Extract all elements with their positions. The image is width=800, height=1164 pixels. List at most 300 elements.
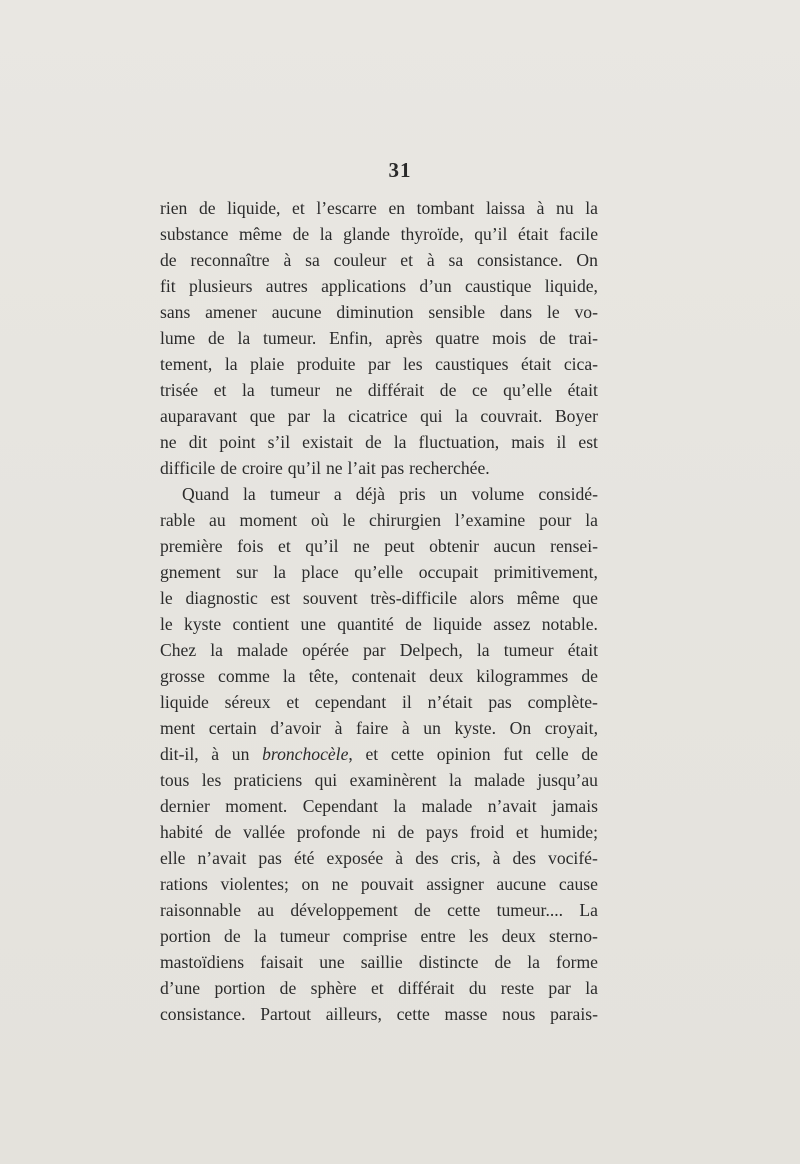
word: de bbox=[581, 666, 598, 686]
word: thyroïde, bbox=[400, 224, 464, 244]
word: sensible bbox=[428, 302, 486, 322]
word: contenait bbox=[351, 666, 417, 686]
text-line bbox=[160, 871, 598, 897]
word: gnement bbox=[160, 562, 221, 582]
word: de bbox=[208, 328, 225, 348]
word: caustique bbox=[464, 276, 532, 296]
text-line bbox=[160, 923, 598, 949]
word: la bbox=[527, 952, 540, 972]
word: été bbox=[293, 848, 315, 868]
word: que bbox=[249, 406, 276, 426]
word: et bbox=[400, 250, 413, 270]
word: kilogrammes bbox=[476, 666, 569, 686]
word: de bbox=[539, 328, 556, 348]
word: profonde bbox=[296, 822, 361, 842]
word: malade bbox=[237, 640, 288, 660]
word: couvrait. bbox=[480, 406, 543, 426]
word: habité bbox=[160, 822, 203, 842]
word: masse bbox=[444, 1004, 488, 1024]
word: notable. bbox=[541, 614, 598, 634]
word: diagnostic bbox=[185, 588, 258, 608]
text-line bbox=[160, 741, 598, 767]
text-line bbox=[160, 663, 598, 689]
word: deux bbox=[501, 926, 536, 946]
word: raisonnable bbox=[160, 900, 242, 920]
word: la bbox=[455, 406, 468, 426]
word: à bbox=[492, 848, 501, 868]
word: et bbox=[292, 198, 305, 218]
word: à bbox=[334, 718, 343, 738]
word: moment. bbox=[225, 796, 288, 816]
word: au bbox=[209, 510, 226, 530]
word: portion bbox=[214, 978, 266, 998]
word: la bbox=[476, 640, 490, 660]
word: de bbox=[581, 744, 598, 764]
word: le bbox=[342, 510, 356, 530]
word: la bbox=[448, 770, 462, 790]
word: diminution bbox=[336, 302, 414, 322]
text-line bbox=[160, 793, 598, 819]
word: aucun bbox=[493, 536, 536, 556]
word: aucune bbox=[496, 874, 547, 894]
word: par bbox=[368, 354, 391, 374]
word: même bbox=[516, 588, 560, 608]
word: tumeur. bbox=[262, 328, 317, 348]
word: praticiens bbox=[233, 770, 303, 790]
word: sphère bbox=[310, 978, 357, 998]
word: opinion bbox=[436, 744, 491, 764]
word: qu’il bbox=[287, 458, 322, 478]
text-line bbox=[160, 637, 598, 663]
word: Quand bbox=[182, 484, 229, 504]
word: point bbox=[219, 432, 256, 452]
word: pouvait bbox=[360, 874, 414, 894]
word: pour bbox=[539, 510, 572, 530]
word: le bbox=[546, 302, 560, 322]
word: vo- bbox=[574, 302, 598, 322]
text-line bbox=[160, 845, 598, 871]
word: cica- bbox=[563, 354, 598, 374]
word: On bbox=[509, 718, 532, 738]
word: de bbox=[365, 432, 382, 452]
word: quatre bbox=[435, 328, 480, 348]
word: on bbox=[301, 874, 320, 894]
word: couleur bbox=[333, 250, 387, 270]
word: moment bbox=[239, 510, 298, 530]
word: cause bbox=[558, 874, 598, 894]
word: Enfin, bbox=[329, 328, 373, 348]
word: et bbox=[370, 978, 384, 998]
word: celle bbox=[535, 744, 569, 764]
word: tement, bbox=[160, 354, 213, 374]
word: place bbox=[301, 562, 339, 582]
word: de bbox=[414, 900, 431, 920]
word: l’escarre bbox=[316, 198, 377, 218]
word: des bbox=[415, 848, 439, 868]
word: ailleurs, bbox=[325, 1004, 382, 1024]
word: sa bbox=[448, 250, 464, 270]
page-number: 31 bbox=[388, 158, 412, 182]
word: un bbox=[423, 718, 441, 738]
word: portion bbox=[160, 926, 211, 946]
word: considé- bbox=[538, 484, 598, 504]
word: vocifé- bbox=[548, 848, 598, 868]
word: bronchocèle, bbox=[262, 744, 353, 764]
word: nu bbox=[556, 198, 574, 218]
word: après bbox=[385, 328, 423, 348]
word: une bbox=[300, 614, 326, 634]
word: qu’il bbox=[305, 536, 339, 556]
word: kyste bbox=[184, 614, 222, 634]
word: existait bbox=[302, 432, 353, 452]
word: du bbox=[468, 978, 487, 998]
word: qui bbox=[314, 770, 338, 790]
word: tombant bbox=[416, 198, 475, 218]
word: de bbox=[439, 380, 457, 400]
word: vallée bbox=[243, 822, 286, 842]
word: même bbox=[239, 224, 282, 244]
word: ment bbox=[160, 718, 196, 738]
word: entre bbox=[420, 926, 456, 946]
word: applications bbox=[321, 276, 407, 296]
word: rations bbox=[160, 874, 208, 894]
word: contient bbox=[232, 614, 290, 634]
word: a bbox=[333, 484, 342, 504]
word: malade bbox=[474, 770, 525, 790]
word: la bbox=[243, 484, 256, 504]
word: consistance. bbox=[160, 1004, 246, 1024]
word: reconnaître bbox=[190, 250, 270, 270]
word: que bbox=[572, 588, 598, 608]
word: produite bbox=[296, 354, 356, 374]
word: la bbox=[393, 796, 407, 816]
word: difficile bbox=[160, 458, 216, 478]
word: chirurgien bbox=[369, 510, 442, 530]
word: la bbox=[585, 510, 598, 530]
word: laissa bbox=[485, 198, 526, 218]
text-line bbox=[160, 403, 598, 429]
word: recherchée. bbox=[409, 458, 490, 478]
word: la bbox=[282, 666, 296, 686]
text-line bbox=[160, 975, 598, 1001]
word: est bbox=[578, 432, 598, 452]
word: de bbox=[405, 614, 422, 634]
word: ne bbox=[335, 380, 353, 400]
word: complète- bbox=[527, 692, 598, 712]
word: pris bbox=[399, 484, 426, 504]
word: forme bbox=[555, 952, 598, 972]
text-line bbox=[160, 377, 598, 403]
word: humide; bbox=[540, 822, 598, 842]
word: opérée bbox=[302, 640, 349, 660]
word: ne bbox=[160, 432, 177, 452]
word: d’un bbox=[419, 276, 452, 296]
word: au bbox=[257, 900, 275, 920]
word: n’était bbox=[427, 692, 473, 712]
word: croyait, bbox=[544, 718, 598, 738]
word: fut bbox=[503, 744, 523, 764]
word: par bbox=[287, 406, 311, 426]
text-line bbox=[160, 325, 598, 351]
text-line bbox=[160, 819, 598, 845]
word: développement bbox=[290, 900, 398, 920]
word: sans bbox=[160, 302, 191, 322]
word: un bbox=[439, 484, 458, 504]
word: qui bbox=[420, 406, 443, 426]
word: il bbox=[556, 432, 567, 452]
word: ne bbox=[325, 458, 343, 478]
word: et bbox=[213, 380, 227, 400]
word: facile bbox=[558, 224, 598, 244]
word: la bbox=[393, 432, 407, 452]
text-line bbox=[160, 455, 598, 481]
word: qu’elle bbox=[503, 380, 553, 400]
word: et bbox=[515, 822, 529, 842]
word: glande bbox=[343, 224, 390, 244]
word: assigner bbox=[426, 874, 484, 894]
word: ce bbox=[471, 380, 488, 400]
word: reste bbox=[500, 978, 535, 998]
word: lume bbox=[160, 328, 196, 348]
word: sterno- bbox=[549, 926, 598, 946]
word: est bbox=[270, 588, 291, 608]
word: saillie bbox=[360, 952, 403, 972]
word: la bbox=[319, 224, 333, 244]
word: séreux bbox=[224, 692, 271, 712]
word: tumeur bbox=[279, 926, 330, 946]
word: aucune bbox=[271, 302, 322, 322]
word: jamais bbox=[552, 796, 598, 816]
word: première bbox=[160, 536, 223, 556]
word: consistance. bbox=[477, 250, 563, 270]
word: comprise bbox=[342, 926, 408, 946]
word: de bbox=[220, 458, 237, 478]
word: l’ait bbox=[347, 458, 376, 478]
word: à bbox=[283, 250, 292, 270]
word: parais- bbox=[550, 1004, 598, 1024]
word: mastoïdiens bbox=[160, 952, 245, 972]
body-text bbox=[160, 195, 598, 1027]
word: Boyer bbox=[554, 406, 598, 426]
text-line bbox=[160, 299, 598, 325]
word: dans bbox=[499, 302, 533, 322]
word: fois bbox=[237, 536, 264, 556]
word: plusieurs bbox=[188, 276, 253, 296]
word: par bbox=[548, 978, 571, 998]
word: ne bbox=[353, 536, 370, 556]
word: à bbox=[395, 848, 404, 868]
word: pas bbox=[380, 458, 405, 478]
word: pas bbox=[488, 692, 512, 712]
word: où bbox=[311, 510, 329, 530]
text-line bbox=[160, 507, 598, 533]
word: en bbox=[388, 198, 406, 218]
word: cicatrice bbox=[347, 406, 408, 426]
word: malade bbox=[421, 796, 473, 816]
word: examinèrent bbox=[349, 770, 437, 790]
word: tumeur bbox=[503, 640, 554, 660]
word: très-difficile bbox=[370, 588, 458, 608]
word: tumeur bbox=[270, 380, 321, 400]
text-line bbox=[160, 559, 598, 585]
word: rien bbox=[160, 198, 188, 218]
word: liquide, bbox=[227, 198, 281, 218]
word: la bbox=[253, 926, 267, 946]
text-line bbox=[160, 429, 598, 455]
word: par bbox=[363, 640, 386, 660]
word: tumeur bbox=[269, 484, 320, 504]
word: jusqu’au bbox=[537, 770, 598, 790]
word: s’il bbox=[267, 432, 291, 452]
word: n’avait bbox=[487, 796, 537, 816]
word: et bbox=[278, 536, 291, 556]
word: de bbox=[397, 822, 415, 842]
word: de bbox=[198, 198, 216, 218]
word: souvent bbox=[302, 588, 358, 608]
word: Chez bbox=[160, 640, 197, 660]
word: pays bbox=[425, 822, 459, 842]
word: les bbox=[201, 770, 222, 790]
word: d’avoir bbox=[270, 718, 322, 738]
word: certain bbox=[208, 718, 257, 738]
word: rable bbox=[160, 510, 196, 530]
word: deux bbox=[429, 666, 464, 686]
word: d’une bbox=[160, 978, 201, 998]
word: mais bbox=[511, 432, 545, 452]
word: elle bbox=[160, 848, 186, 868]
word: était bbox=[520, 354, 552, 374]
word: comme bbox=[218, 666, 270, 686]
word: différait bbox=[367, 380, 425, 400]
word: était bbox=[567, 640, 598, 660]
text-line bbox=[160, 689, 598, 715]
word: cette bbox=[390, 744, 425, 764]
word: grosse bbox=[160, 666, 205, 686]
word: alors bbox=[469, 588, 504, 608]
word: de bbox=[494, 952, 512, 972]
word: de bbox=[279, 978, 297, 998]
word: autres bbox=[265, 276, 308, 296]
word: qu’il bbox=[474, 224, 508, 244]
word: à bbox=[211, 744, 220, 764]
word: des bbox=[512, 848, 536, 868]
text-line bbox=[160, 533, 598, 559]
word: occupait bbox=[418, 562, 479, 582]
word: caustiques bbox=[435, 354, 509, 374]
word: la bbox=[224, 354, 238, 374]
word: pas bbox=[258, 848, 282, 868]
word: dit bbox=[188, 432, 208, 452]
word: la bbox=[322, 406, 336, 426]
word: dit-il, bbox=[160, 744, 199, 764]
word: dernier bbox=[160, 796, 210, 816]
word: de bbox=[224, 926, 241, 946]
word: On bbox=[576, 250, 598, 270]
word: Partout bbox=[260, 1004, 312, 1024]
text-line bbox=[160, 611, 598, 637]
word: à bbox=[536, 198, 545, 218]
word: n’avait bbox=[197, 848, 247, 868]
word: fit bbox=[160, 276, 176, 296]
word: était bbox=[518, 224, 549, 244]
word: les bbox=[403, 354, 423, 374]
word: volume bbox=[471, 484, 525, 504]
word: kyste. bbox=[454, 718, 497, 738]
word: la bbox=[241, 380, 255, 400]
word: sa bbox=[305, 250, 320, 270]
text-line bbox=[160, 897, 598, 923]
text-line bbox=[160, 351, 598, 377]
word: auparavant bbox=[160, 406, 238, 426]
text-line bbox=[160, 195, 598, 221]
word: il bbox=[402, 692, 412, 712]
word: cette bbox=[396, 1004, 430, 1024]
word: quantité bbox=[337, 614, 394, 634]
word: la bbox=[585, 978, 598, 998]
text-line bbox=[160, 767, 598, 793]
text-line bbox=[160, 949, 598, 975]
word: cette bbox=[447, 900, 481, 920]
word: de bbox=[292, 224, 310, 244]
word: substance bbox=[160, 224, 229, 244]
text-line bbox=[160, 247, 598, 273]
word: violentes; bbox=[220, 874, 289, 894]
text-line bbox=[160, 221, 598, 247]
word: tête, bbox=[308, 666, 339, 686]
word: déjà bbox=[355, 484, 386, 504]
word: différait bbox=[398, 978, 455, 998]
word: liquide, bbox=[544, 276, 598, 296]
word: la bbox=[237, 328, 251, 348]
word: trisée bbox=[160, 380, 199, 400]
word: exposée bbox=[326, 848, 384, 868]
word: liquide bbox=[160, 692, 209, 712]
word: tous bbox=[160, 770, 190, 790]
word: et bbox=[286, 692, 300, 712]
word: la bbox=[273, 562, 286, 582]
word: distincte bbox=[418, 952, 479, 972]
word: de bbox=[160, 250, 177, 270]
word: faisait bbox=[260, 952, 304, 972]
word: liquide bbox=[433, 614, 482, 634]
word: faire bbox=[356, 718, 389, 738]
word: cependant bbox=[314, 692, 387, 712]
word: à bbox=[426, 250, 435, 270]
word: primitivement, bbox=[493, 562, 598, 582]
text-line bbox=[160, 273, 598, 299]
word: plaie bbox=[250, 354, 285, 374]
word: mois bbox=[492, 328, 527, 348]
word: le bbox=[160, 614, 173, 634]
word: le bbox=[160, 588, 173, 608]
word: rensei- bbox=[550, 536, 598, 556]
word: la bbox=[585, 198, 598, 218]
word: l’examine bbox=[454, 510, 526, 530]
word: peut bbox=[384, 536, 415, 556]
word: de bbox=[214, 822, 232, 842]
word: était bbox=[567, 380, 598, 400]
word: ni bbox=[372, 822, 386, 842]
text-line bbox=[160, 481, 598, 507]
word: à bbox=[401, 718, 410, 738]
word: qu’elle bbox=[354, 562, 404, 582]
word: ne bbox=[331, 874, 349, 894]
word: la bbox=[210, 640, 223, 660]
word: Cependant bbox=[302, 796, 378, 816]
word: nous bbox=[502, 1004, 536, 1024]
text-line bbox=[160, 1001, 598, 1027]
word: amener bbox=[205, 302, 257, 322]
